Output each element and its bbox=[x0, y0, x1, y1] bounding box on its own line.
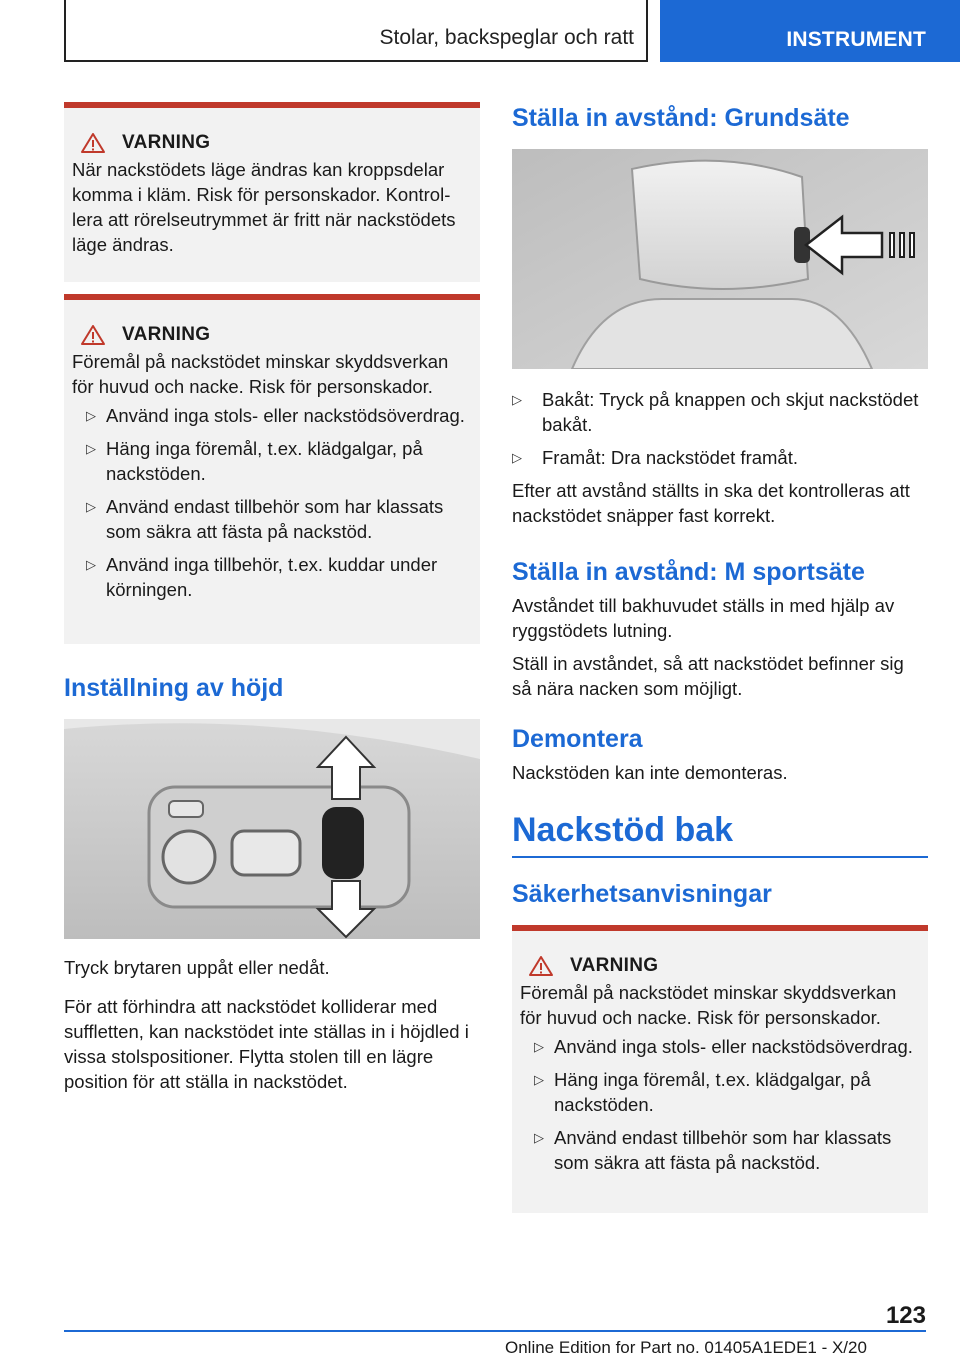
heading-rear-headrest: Nackstöd bak bbox=[512, 811, 928, 858]
bullet-triangle-icon: ▷ bbox=[534, 1039, 544, 1054]
warning-list bbox=[72, 403, 472, 602]
paragraph: Avståndet till bakhuvudet ställs in med hjälp av ryggstödets lutning. bbox=[512, 595, 895, 641]
heading-safety: Säkerhetsanvisningar bbox=[512, 880, 772, 908]
list-item: ▷ Använd inga stols- eller nackstödsöverdrag. bbox=[86, 405, 465, 426]
list-item: ▷ Använd endast tillbehör som har klassats som säkra att fästa på nackstöd. bbox=[86, 496, 444, 542]
section-title: Stolar, backspeglar och ratt bbox=[379, 26, 634, 49]
heading-height-adjust: Inställning av höjd bbox=[64, 674, 284, 702]
warning-box-rear bbox=[512, 925, 928, 1213]
warning-text: När nackstödets läge ändras kan kroppsdelar komma i kläm. Risk för personskador. Kontrollera att rörelseutrymmet är fritt när nackstödets läge ändras. bbox=[72, 159, 456, 255]
bullet-triangle-icon: ▷ bbox=[534, 1130, 544, 1145]
paragraph: Nackstöden kan inte demonteras. bbox=[512, 762, 788, 783]
warning-triangle-icon bbox=[80, 324, 106, 346]
header-section-box bbox=[64, 0, 648, 62]
bullet-triangle-icon: ▷ bbox=[86, 499, 96, 514]
heading-distance-m-sport: Ställa in avstånd: M sportsäte bbox=[512, 558, 865, 586]
warning-title: VARNING bbox=[122, 324, 211, 345]
list-item: ▷ Framåt: Dra nackstödet framåt. bbox=[512, 447, 799, 468]
warning-title: VARNING bbox=[570, 955, 659, 976]
list-item: ▷ Använd inga stols- eller nackstödsöverdrag. bbox=[534, 1036, 913, 1057]
chapter-title: INSTRUMENT bbox=[786, 28, 926, 51]
list-item: ▷ Använd inga tillbehör, t.ex. kuddar under körningen. bbox=[86, 554, 438, 600]
bullet-triangle-icon: ▷ bbox=[86, 441, 96, 456]
headrest-photo bbox=[512, 149, 928, 369]
list-item: ▷ Använd endast tillbehör som har klassats som säkra att fästa på nackstöd. bbox=[534, 1127, 892, 1173]
warning-triangle-icon bbox=[80, 132, 106, 154]
bullet-triangle-icon: ▷ bbox=[534, 1072, 544, 1087]
warning-box-pinch bbox=[64, 102, 480, 282]
warning-text: Föremål på nackstödet minskar skyddsverkan för huvud och nacke. Risk för personskador. bbox=[72, 351, 449, 397]
seat-switch-photo bbox=[64, 719, 480, 939]
edition-text: Online Edition for Part no. 01405A1EDE1 - X/20 bbox=[505, 1338, 867, 1357]
paragraph: Ställ in avståndet, så att nackstödet befinner sig så nära nacken som möjligt. bbox=[512, 653, 904, 699]
paragraph: Tryck brytaren uppåt eller nedåt. bbox=[64, 957, 330, 978]
chapter-tab[interactable] bbox=[660, 0, 960, 62]
page-number: 123 bbox=[885, 1302, 926, 1329]
list-item: ▷ Bakåt: Tryck på knappen och skjut nackstödet bakåt. bbox=[512, 389, 919, 435]
warning-triangle-icon bbox=[528, 955, 554, 977]
bullet-triangle-icon: ▷ bbox=[512, 450, 522, 465]
bullet-triangle-icon: ▷ bbox=[86, 408, 96, 423]
warning-text: Föremål på nackstödet minskar skyddsverkan för huvud och nacke. Risk för personskador. bbox=[520, 982, 897, 1028]
heading-demontera: Demontera bbox=[512, 725, 643, 753]
list-item: ▷ Häng inga föremål, t.ex. klädgalgar, på nackstöden. bbox=[534, 1069, 871, 1115]
heading-distance-basic: Ställa in avstånd: Grundsäte bbox=[512, 104, 850, 132]
warning-title: VARNING bbox=[122, 132, 211, 153]
bullet-triangle-icon: ▷ bbox=[86, 557, 96, 572]
footer-divider bbox=[64, 1330, 926, 1332]
left-column bbox=[64, 102, 480, 1094]
paragraph: För att förhindra att nackstödet kolliderar med suffletten, kan nackstödet inte ställas in i höjdled i vissa stolspositioner. Flytta stolen till en lägre position för att ställa in nackstödet. bbox=[64, 996, 469, 1092]
warning-list bbox=[520, 1034, 920, 1175]
warning-box-objects bbox=[64, 294, 480, 644]
list-item: ▷ Häng inga föremål, t.ex. klädgalgar, på nackstöden. bbox=[86, 438, 423, 484]
instruction-list bbox=[512, 387, 928, 470]
right-column bbox=[512, 102, 928, 1213]
paragraph: Efter att avstånd ställts in ska det kontrolleras att nackstödet snäpper fast korrekt. bbox=[512, 480, 910, 526]
bullet-triangle-icon: ▷ bbox=[512, 392, 522, 407]
